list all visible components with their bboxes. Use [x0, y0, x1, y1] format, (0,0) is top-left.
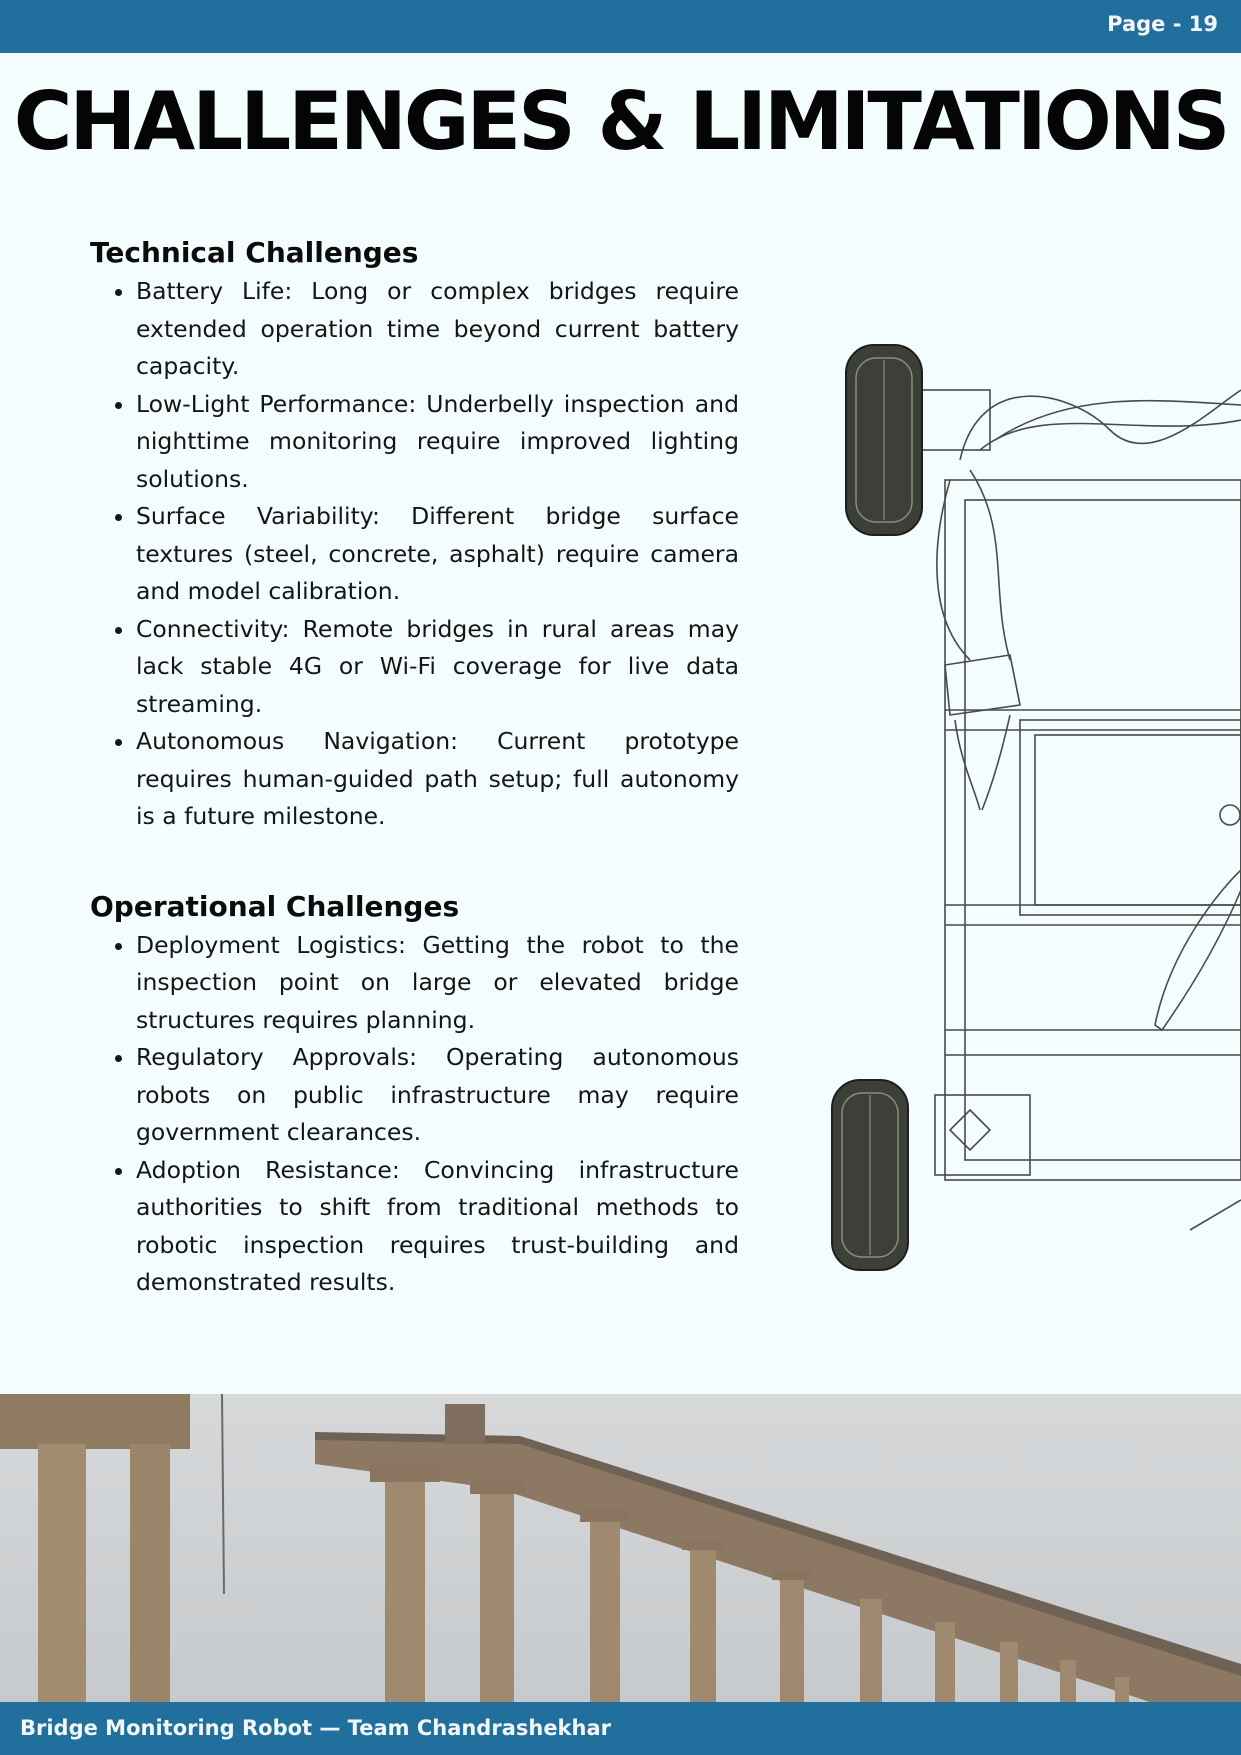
footer-text: Bridge Monitoring Robot — Team Chandrashekhar	[20, 1716, 612, 1740]
footer-bar	[0, 1702, 1241, 1755]
operational-challenges-section	[90, 890, 739, 1302]
operational-challenges-list	[90, 927, 739, 1302]
list-item: • Regulatory Approvals: Operating autonomous robots on public infrastructure may require government clearances.	[136, 1039, 739, 1152]
technical-challenges-list	[90, 273, 739, 836]
header-bar	[0, 0, 1241, 53]
content-column	[90, 236, 739, 1302]
list-item: • Low-Light Performance: Underbelly inspection and nighttime monitoring require improved lighting solutions.	[136, 386, 739, 499]
operational-challenges-heading: Operational Challenges	[90, 889, 460, 923]
page-number: Page - 19	[1107, 12, 1218, 36]
list-item: • Connectivity: Remote bridges in rural areas may lack stable 4G or Wi-Fi coverage for live data streaming.	[136, 611, 739, 724]
technical-challenges-heading: Technical Challenges	[90, 236, 419, 269]
list-item: • Deployment Logistics: Getting the robot to the inspection point on large or elevated bridge structures requires planning.	[136, 927, 739, 1040]
list-item: • Adoption Resistance: Convincing infrastructure authorities to shift from traditional methods to robotic inspection requires trust-building and demonstrated results.	[136, 1152, 739, 1302]
list-item: • Autonomous Navigation: Current prototype requires human-guided path setup; full autonomy is a future milestone.	[136, 723, 739, 836]
robot-chassis-illustration	[810, 330, 1241, 1280]
bridge-photo	[0, 1394, 1241, 1702]
list-item: • Battery Life: Long or complex bridges require extended operation time beyond current battery capacity.	[136, 273, 739, 386]
technical-challenges-section	[90, 236, 739, 836]
page-title: CHALLENGES & LIMITATIONS	[13, 75, 1228, 168]
list-item: • Surface Variability: Different bridge surface textures (steel, concrete, asphalt) require camera and model calibration.	[136, 498, 739, 611]
